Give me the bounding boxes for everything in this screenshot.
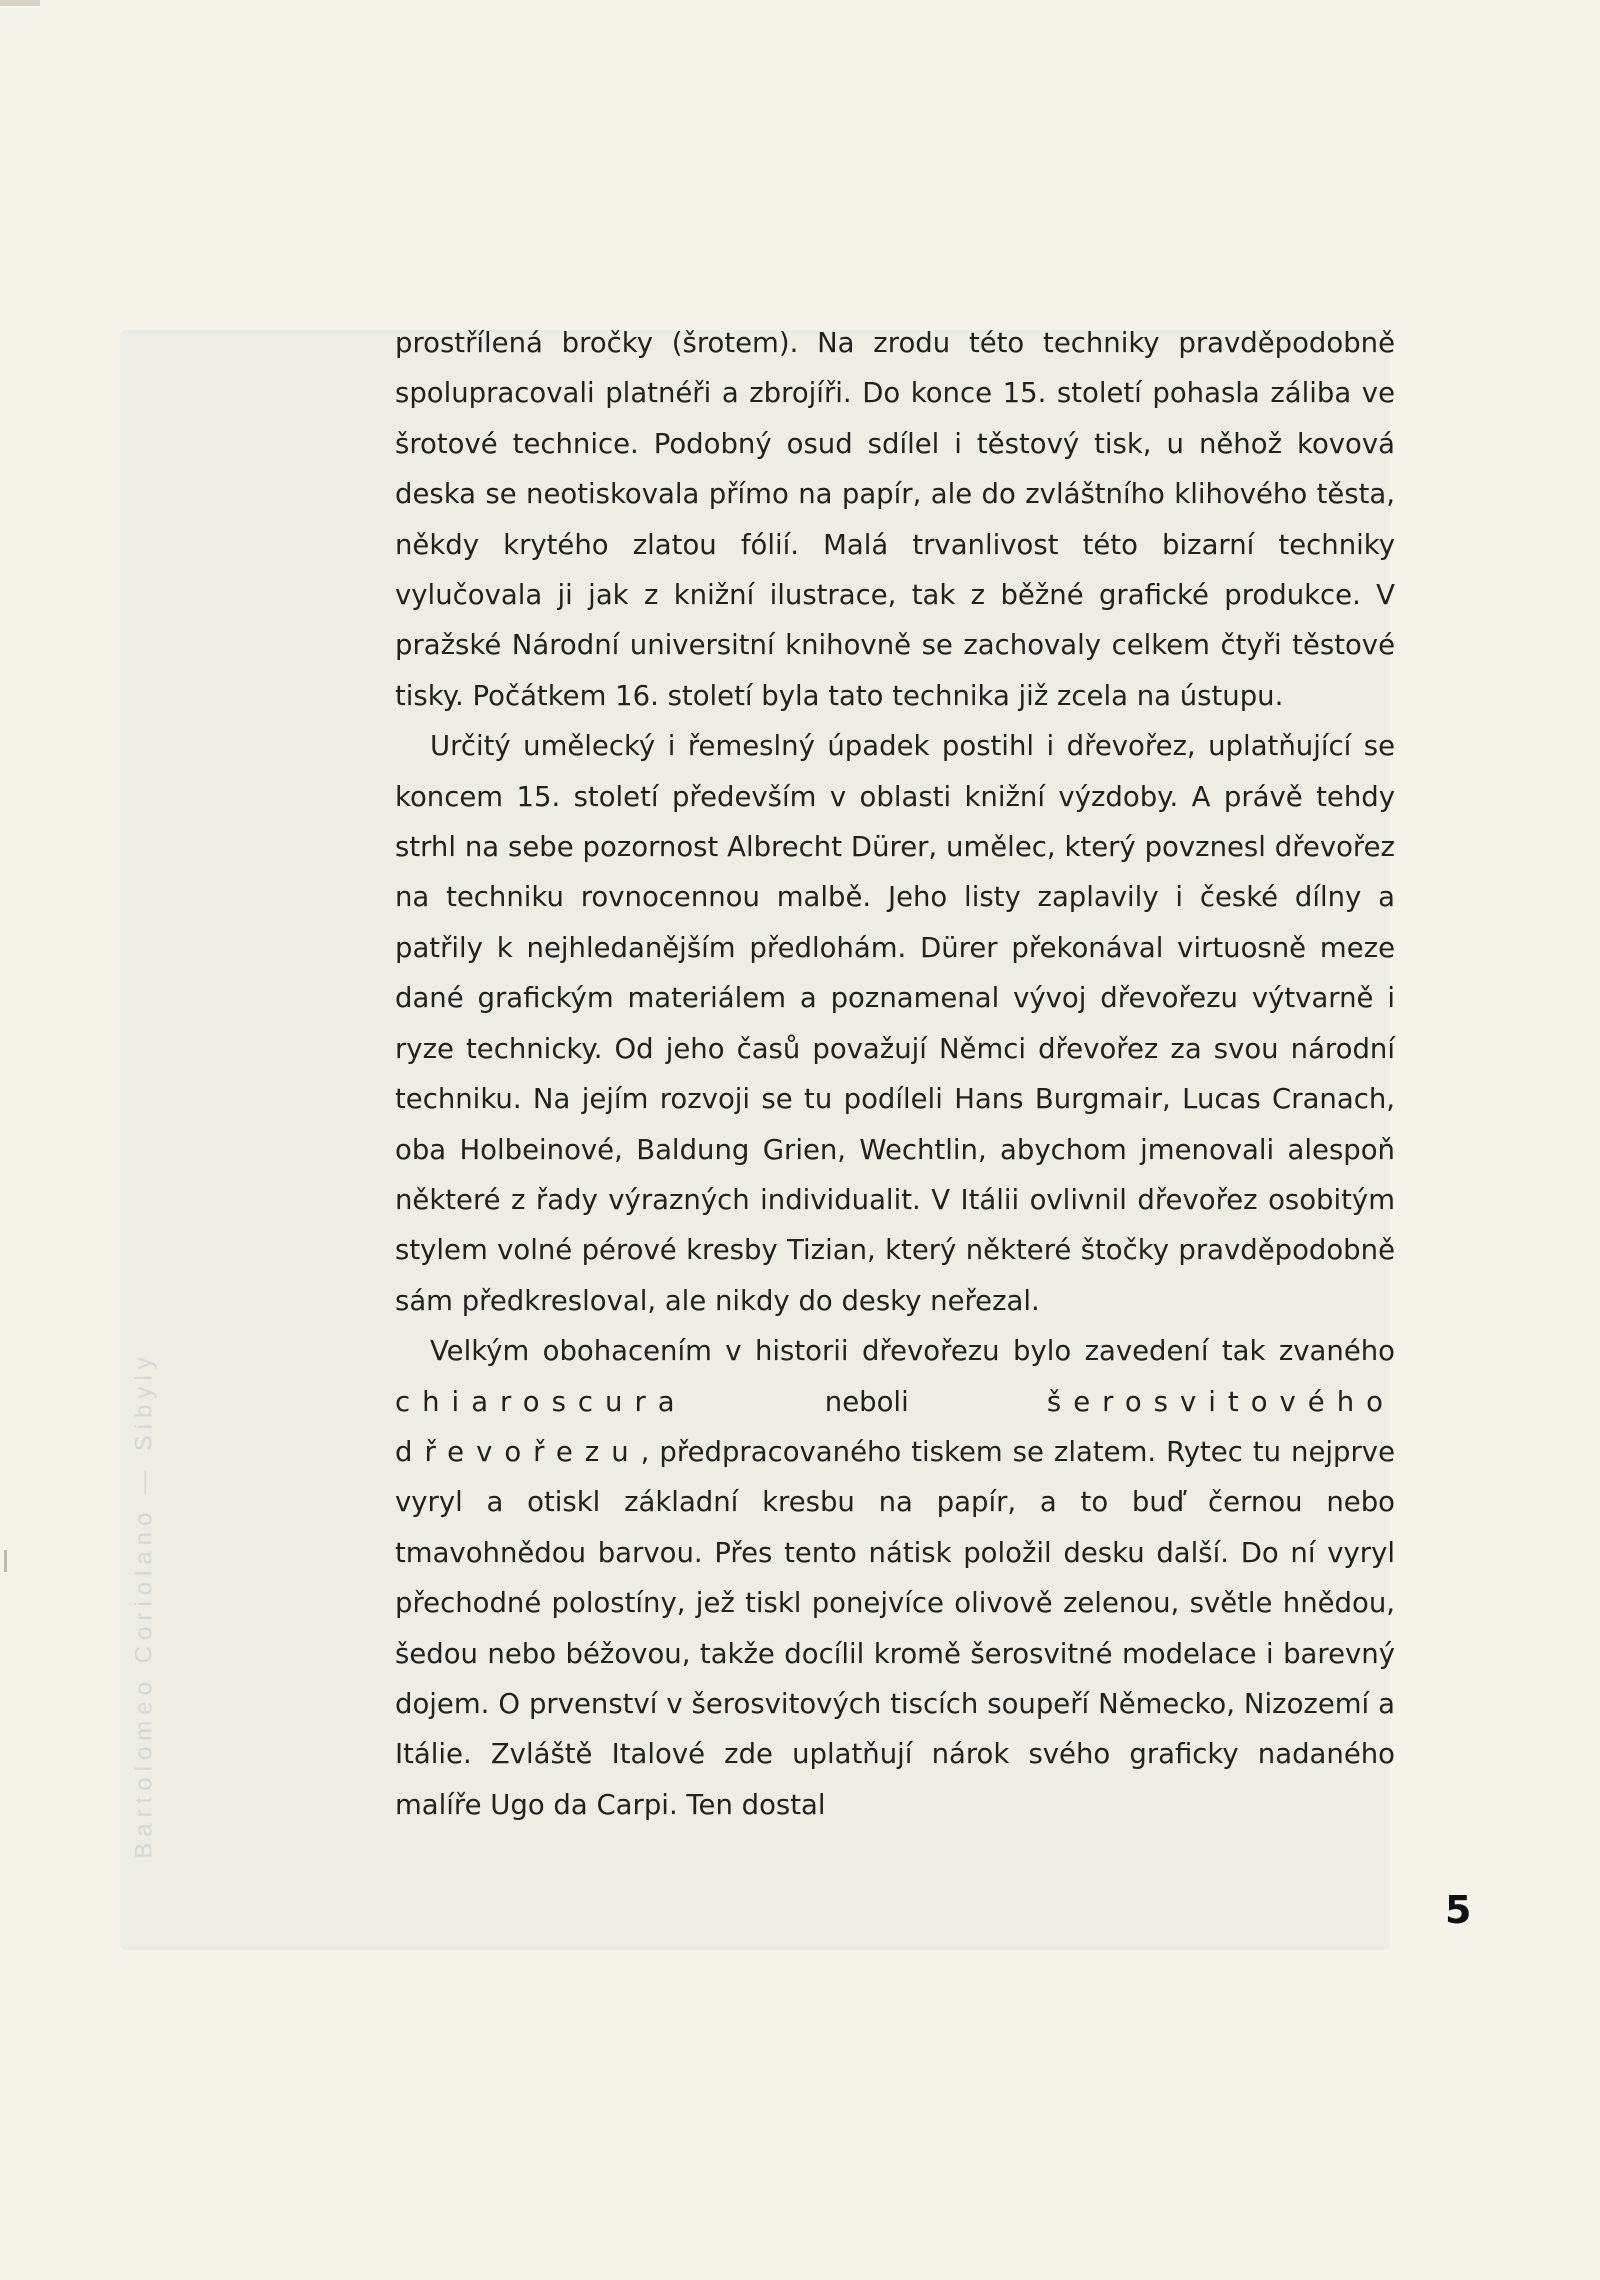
edge-mark — [4, 1550, 7, 1572]
term-serosvitoveho-drevorezu: šerosvitového dřevořezu — [395, 1385, 1395, 1468]
paragraph-3-text-c: , předpracovaného tiskem se zlatem. Rytec tu nejprve vyryl a otiskl základní kresbu na papír, a to buď černou nebo tmavohnědou barvou. Přes tento nátisk položil desku další. Do ní vyryl přechodné polostíny, jež tiskl ponejvíce olivově zelenou, světle hnědou, šedou nebo béžovou, takže docílil kromě šerosvitné modelace i barevný dojem. O prvenství v šerosvitových tiscích soupeří Německo, Nizozemí a Itálie. Zvláště Italové zde uplatňují nárok svého graficky nadaného malíře Ugo da Carpi. Ten dostal — [395, 1435, 1395, 1821]
paragraph-3-text-b: neboli — [824, 1385, 909, 1418]
show-through-caption — [125, 1290, 165, 1920]
term-chiaroscura: chiaroscura — [395, 1385, 687, 1418]
edge-mark — [0, 0, 40, 6]
paragraph-3-text-a: Velkým obohacením v historii dřevořezu bylo zavedení tak zvaného — [430, 1335, 1395, 1368]
show-through-caption-text: Bartolomeo Coriolano — Sibyly — [131, 1351, 159, 1859]
paragraph-3 — [395, 1326, 1395, 1830]
body-text — [395, 318, 1395, 1830]
page-number: 5 — [1445, 1888, 1472, 1932]
paragraph-2: Určitý umělecký i řemeslný úpadek postihl i dřevořez, uplatňující se koncem 15. století především v oblasti knižní výzdoby. A právě tehdy strhl na sebe pozornost Albrecht Dürer, umělec, který povznesl dřevořez na techniku rovnocennou malbě. Jeho listy zaplavily i české dílny a patřily k nejhledanějším předlohám. Dürer překonával virtuosně meze dané grafickým materiálem a poznamenal vývoj dřevořezu výtvarně i ryze technicky. Od jeho časů považují Němci dřevořez za svou národní techniku. Na jejím rozvoji se tu podíleli Hans Burgmair, Lucas Cranach, oba Holbeinové, Baldung Grien, Wechtlin, abychom jmenovali alespoň některé z řady výrazných individualit. V Itálii ovlivnil dřevořez osobitým stylem volné pérové kresby Tizian, který některé štočky pravděpodobně sám předkresloval, ale nikdy do desky neřezal. — [395, 730, 1395, 1317]
paragraph-1: prostřílená bročky (šrotem). Na zrodu této techniky pravděpodobně spolupracovali platnéři a zbrojíři. Do konce 15. století pohasla záliba ve šrotové technice. Podobný osud sdílel i těstový tisk, u něhož kovová deska se neotiskovala přímo na papír, ale do zvláštního klihového těsta, někdy krytého zlatou fólií. Malá trvanlivost této bizarní techniky vylučovala ji jak z knižní ilustrace, tak z běžné grafické produkce. V pražské Národní universitní knihovně se zachovaly celkem čtyři těstové tisky. Počátkem 16. století byla tato technika již zcela na ústupu. — [395, 327, 1395, 712]
